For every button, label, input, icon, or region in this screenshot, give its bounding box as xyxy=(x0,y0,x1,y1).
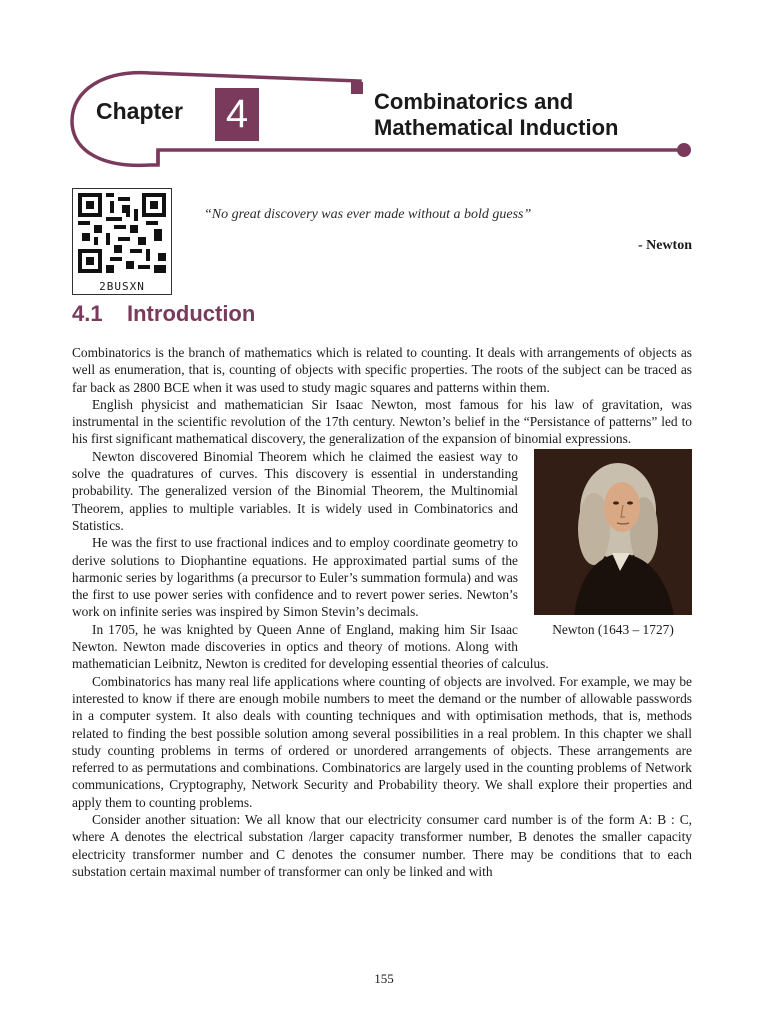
body-text xyxy=(72,344,692,880)
newton-portrait-figure xyxy=(534,449,692,639)
qr-pattern xyxy=(78,193,166,273)
chapter-number: 4 xyxy=(215,88,259,141)
chapter-title xyxy=(374,89,694,141)
newton-portrait xyxy=(534,449,692,615)
paragraph: Combinatorics is the branch of mathematics which is related to counting. It deals with arrangements of objects as well as enumeration, that is, counting of objects with specific properties. The roots of the subject can be traced as far back as 2800 BCE when it was used to study magic squares and patterns within them. xyxy=(72,345,692,395)
chapter-label: Chapter xyxy=(96,98,183,124)
section-number: 4.1 xyxy=(72,301,103,326)
epigraph-author: - Newton xyxy=(637,238,692,253)
section-heading xyxy=(72,301,255,327)
paragraph: In 1705, he was knighted by Queen Anne of England, making him Sir Isaac Newton. Newton made discoveries in optics and theory of motions. Along with mathematician Leibnitz, Newton is credited for developing essential theories of calculus. xyxy=(72,621,549,672)
chapter-title-line-2: Mathematical Induction xyxy=(374,115,619,140)
qr-code-label: 2BUSXN xyxy=(99,280,145,293)
chapter-title-line-1: Combinatorics and xyxy=(374,89,574,114)
figure-caption: Newton (1643 – 1727) xyxy=(552,622,674,638)
paragraph: Newton discovered Binomial Theorem which he claimed the easiest way to solve the quadratures of curves. This discovery is essential in understanding probability. The generalized version of the Binomial Theorem, the Multinomial Theorem, applies to multiple variables. It is widely used in Combinatorics and Statistics. xyxy=(72,448,518,533)
epigraph-quote: “No great discovery was ever made without a bold guess” xyxy=(204,207,532,222)
paragraph: He was the first to use fractional indices and to employ coordinate geometry to derive solutions to Diophantine equations. He approximated partial sums of the harmonic series by logarithms (a precursor to Euler’s summation formula) and was the first to use power series with confidence and to revert power series. Newton’s work on infinite series was inspired by Simon Stevin’s decimals. xyxy=(72,535,518,620)
page-number: 155 xyxy=(374,971,394,986)
paragraph: Consider another situation: We all know that our electricity consumer card number is of the form A: B : C, where A denotes the electrical substation /larger capacity transformer number, B denotes the smaller capacity electricity transformer number and C denotes the consumer number. There may be conditions that to each substation certain maximal number of transformer can only be linked and with xyxy=(72,812,692,879)
paragraph: English physicist and mathematician Sir Isaac Newton, most famous for his law of gravitation, was instrumental in the scientific revolution of the 17th century. Newton’s belief in the “Persistance of patterns” led to his first significant mathematical discovery, the generalization of the expansion of binomial expressions. xyxy=(72,396,692,447)
paragraph: Combinatorics has many real life applications where counting of objects are involved. For example, we may be interested to know if there are enough mobile numbers to meet the demand or the number of allowable passwords in a computer system. It also deals with counting techniques and with optimisation methods, that is, methods related to finding the best possible solution among several possibilities in a real problem. In this chapter we shall study counting problems in terms of ordered or unordered arrangements of objects. These arrangements are referred to as permutations and combinations. Combinatorics are largely used in the counting problems of Network communications, Cryptography, Network Security and Probability theory. We shall explore their properties and apply them to counting problems. xyxy=(72,673,692,810)
chapter-header-frame xyxy=(0,0,768,175)
qr-code[interactable] xyxy=(72,188,172,295)
section-title: Introduction xyxy=(127,301,256,326)
chapter-header xyxy=(0,0,768,175)
